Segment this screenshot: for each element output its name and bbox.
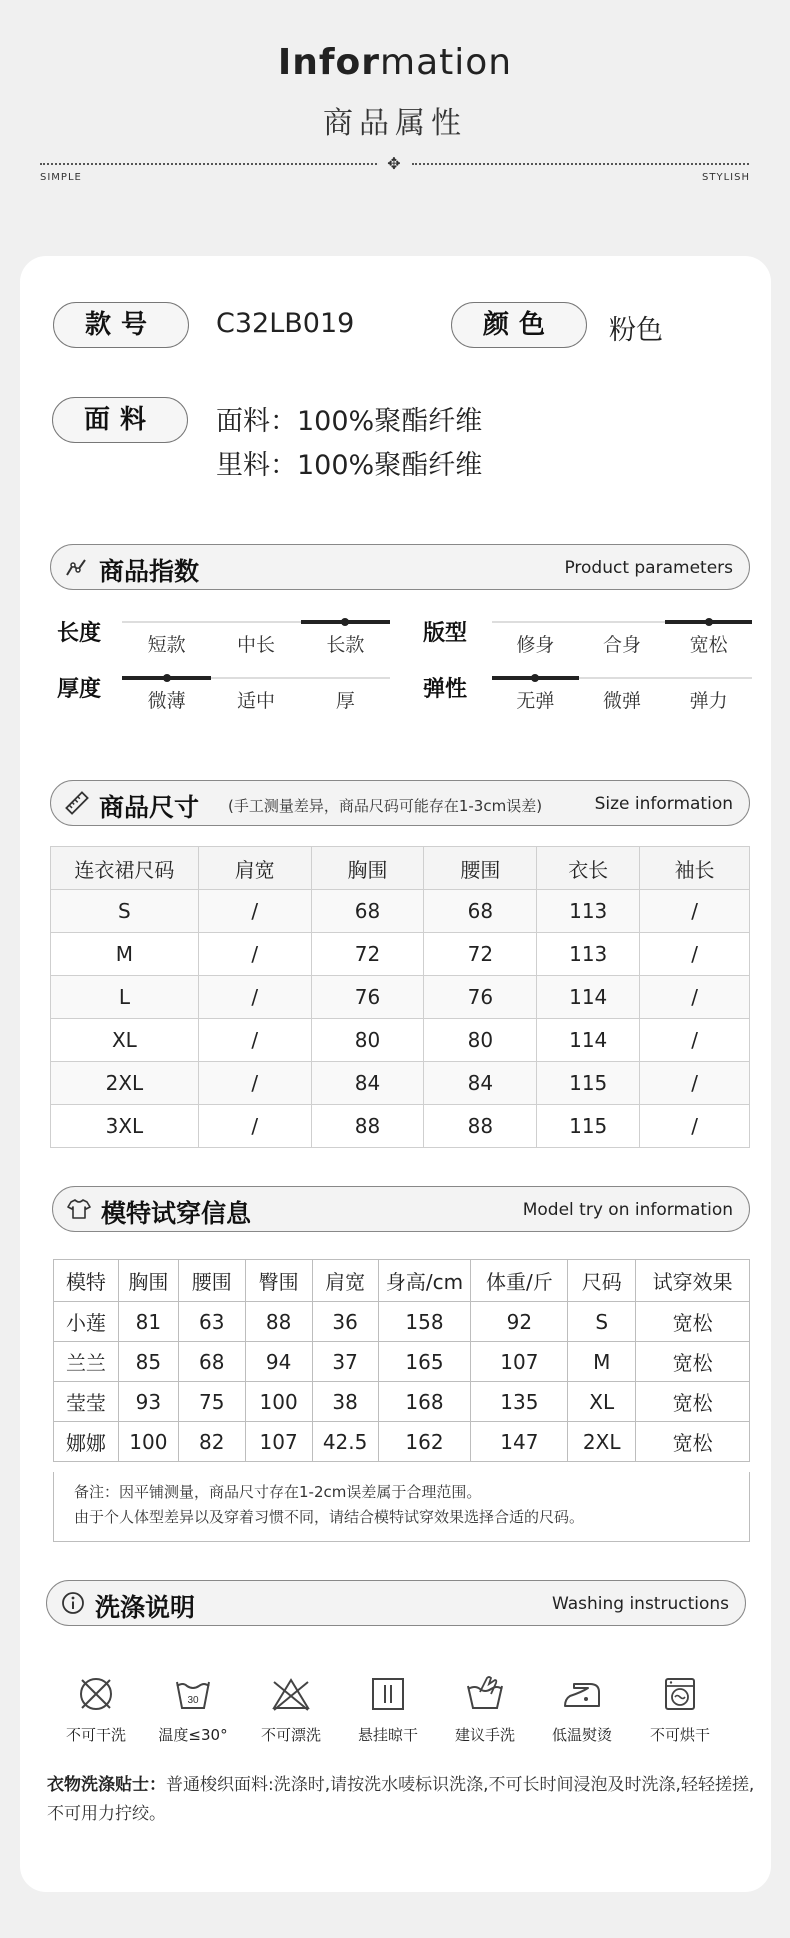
model-cell: 兰兰 [54,1342,119,1382]
wash-item-no-dry-clean [51,1674,141,1745]
model-note-line-1: 备注：因平铺测量，商品尺寸存在1-2cm误差属于合理范围。 [74,1483,482,1501]
param-option: 宽松 [689,634,728,656]
no-bleach-icon [271,1674,311,1714]
model-table [53,1259,750,1462]
param-label: 长度 [57,621,102,646]
model-header-cell: 臀围 [245,1260,312,1302]
header-divider-right [412,163,749,165]
size-cell: 72 [424,933,537,976]
model-cell: 107 [471,1342,568,1382]
model-cell: XL [568,1382,636,1422]
wash-30-icon [173,1674,213,1714]
info-card [20,256,771,1892]
wash-item-low-iron [537,1674,627,1745]
model-cell: 81 [118,1302,178,1342]
param-selected-dot [341,618,349,626]
size-cell: 3XL [51,1105,199,1148]
model-table-header-row [54,1260,750,1302]
fabric-label: 面料 [52,397,188,443]
size-cell: 72 [311,933,424,976]
param-option: 无弹 [516,690,555,712]
model-cell: 莹莹 [54,1382,119,1422]
size-cell: / [198,933,311,976]
wash-temperature-text: 30 [187,1695,199,1706]
size-cell: / [198,976,311,1019]
model-cell: M [568,1342,636,1382]
size-cell: L [51,976,199,1019]
model-header-cell: 尺码 [568,1260,636,1302]
param-label: 弹性 [423,677,468,702]
wash-item-hang-dry [343,1674,433,1745]
table-row [54,1302,750,1342]
size-cell: / [198,1019,311,1062]
param-label: 版型 [423,621,468,646]
header-divider-left [40,163,377,165]
size-cell: / [640,1019,750,1062]
model-cell: 38 [312,1382,378,1422]
size-cell: 114 [537,976,640,1019]
table-row [54,1422,750,1462]
model-cell: 小莲 [54,1302,119,1342]
wash-label: 悬挂晾干 [357,1726,418,1744]
wash-label: 不可干洗 [65,1726,126,1744]
size-cell: 76 [424,976,537,1019]
model-cell: 162 [378,1422,471,1462]
table-row [54,1342,750,1382]
param-option: 短款 [147,634,186,656]
table-row [51,976,750,1019]
size-cell: 115 [537,1105,640,1148]
model-cell: 82 [178,1422,245,1462]
param-option: 修身 [516,634,555,656]
size-cell: 76 [311,976,424,1019]
trend-line-icon [65,555,89,579]
size-note: (手工测量差异，商品尺码可能存在1-3cm误差) [228,797,543,815]
wash-title: 洗涤说明 [95,1593,196,1622]
header-subtitle: 商品属性 [323,106,467,141]
model-cell: 94 [245,1342,312,1382]
param-label: 厚度 [57,677,102,702]
info-circle-icon [61,1591,85,1615]
size-cell: XL [51,1019,199,1062]
wash-label: 低温熨烫 [551,1726,612,1744]
size-header-cell: 连衣裙尺码 [51,847,199,890]
model-header-cell: 体重/斤 [471,1260,568,1302]
size-cell: M [51,933,199,976]
model-cell: 75 [178,1382,245,1422]
model-header-cell: 肩宽 [312,1260,378,1302]
table-row [51,1062,750,1105]
wash-item-hand-wash [440,1674,530,1745]
model-cell: 2XL [568,1422,636,1462]
model-cell: 147 [471,1422,568,1462]
wash-tips [47,1771,757,1829]
size-header-cell: 肩宽 [198,847,311,890]
size-cell: 68 [311,890,424,933]
size-cell: / [640,933,750,976]
wash-label: 不可漂洗 [260,1726,321,1744]
size-cell: / [640,1062,750,1105]
size-table [50,846,750,1148]
model-header-cell: 模特 [54,1260,119,1302]
color-value: 粉色 [609,315,663,346]
style-number-value: C32LB019 [216,308,355,339]
wash-title-en: Washing instructions [551,1594,729,1614]
no-dry-clean-icon [76,1674,116,1714]
size-table-header-row [51,847,750,890]
size-title: 商品尺寸 [99,793,200,822]
model-cell: 宽松 [636,1342,750,1382]
model-cell: 93 [118,1382,178,1422]
size-cell: 113 [537,933,640,976]
param-option: 长款 [326,634,365,656]
wash-tips-text: 普通梭织面料:洗涤时,请按洗水唛标识洗涤,不可长时间浸泡及时洗涤,轻轻搓搓,不可用力拧绞。 [47,1775,755,1824]
params-section-header [50,544,750,590]
param-selected-dot [705,618,713,626]
fabric-lining-value: 里料：100%聚酯纤维 [216,450,483,481]
wash-tips-label: 衣物洗涤贴士： [47,1775,166,1795]
header-title-light: mation [380,42,513,83]
params-title-en: Product parameters [564,558,733,578]
size-cell: / [198,890,311,933]
table-row [54,1382,750,1422]
size-cell: 88 [311,1105,424,1148]
size-cell: 113 [537,890,640,933]
header-right-tag: STYLISH [702,172,750,183]
size-header-cell: 衣长 [537,847,640,890]
wash-label: 温度≤30° [158,1726,228,1744]
wash-item-no-tumble-dry [635,1674,725,1745]
size-section-header [50,780,750,826]
model-cell: 63 [178,1302,245,1342]
color-label: 颜色 [451,302,587,348]
param-option: 合身 [602,634,641,656]
wash-label: 不可烘干 [649,1726,710,1744]
size-cell: 80 [311,1019,424,1062]
model-cell: 85 [118,1342,178,1382]
model-cell: 165 [378,1342,471,1382]
model-cell: 宽松 [636,1422,750,1462]
header-title-bold: Infor [277,42,381,83]
param-option: 弹力 [689,690,728,712]
size-title-en: Size information [594,794,733,814]
model-header-cell: 试穿效果 [636,1260,750,1302]
wash-label: 建议手洗 [454,1726,515,1744]
model-header-cell: 身高/cm [378,1260,471,1302]
size-cell: / [640,1105,750,1148]
wash-section-header [46,1580,746,1626]
model-section-header [52,1186,750,1232]
model-header-cell: 腰围 [178,1260,245,1302]
size-cell: 2XL [51,1062,199,1105]
param-option: 微薄 [147,690,186,712]
model-cell: 68 [178,1342,245,1382]
model-cell: 宽松 [636,1302,750,1342]
hand-wash-icon [465,1674,505,1714]
model-cell: 娜娜 [54,1422,119,1462]
model-cell: 42.5 [312,1422,378,1462]
model-cell: 100 [245,1382,312,1422]
size-cell: 84 [424,1062,537,1105]
low-iron-icon [562,1674,602,1714]
wash-item-temperature [148,1674,238,1745]
model-header-cell: 胸围 [118,1260,178,1302]
model-cell: 135 [471,1382,568,1422]
fabric-outer-value: 面料：100%聚酯纤维 [216,406,483,437]
model-cell: 宽松 [636,1382,750,1422]
param-option: 微弹 [602,690,641,712]
size-cell: / [198,1105,311,1148]
param-selected-dot [163,674,171,682]
ruler-icon [65,791,89,815]
model-cell: 37 [312,1342,378,1382]
model-note-line-2: 由于个人体型差异以及穿着习惯不同，请结合模特试穿效果选择合适的尺码。 [74,1508,585,1526]
param-selected-dot [531,674,539,682]
size-cell: 68 [424,890,537,933]
size-cell: 115 [537,1062,640,1105]
hang-dry-icon [368,1674,408,1714]
style-number-label: 款号 [53,302,189,348]
model-cell: 92 [471,1302,568,1342]
header-title [0,42,790,83]
param-option: 中长 [236,634,275,656]
model-cell: 88 [245,1302,312,1342]
size-cell: / [640,890,750,933]
model-note-box [53,1472,750,1542]
table-row [51,890,750,933]
model-cell: 168 [378,1382,471,1422]
size-header-cell: 胸围 [311,847,424,890]
cross-ornament-icon: ✥ [387,154,401,173]
model-cell: 107 [245,1422,312,1462]
size-cell: S [51,890,199,933]
size-cell: 84 [311,1062,424,1105]
param-option: 厚 [335,690,355,712]
size-cell: / [198,1062,311,1105]
model-title-en: Model try on information [522,1200,733,1220]
size-cell: 80 [424,1019,537,1062]
size-cell: 88 [424,1105,537,1148]
table-row [51,1019,750,1062]
table-row [51,933,750,976]
size-header-cell: 腰围 [424,847,537,890]
params-title: 商品指数 [99,557,200,586]
size-cell: 114 [537,1019,640,1062]
table-row [51,1105,750,1148]
header-left-tag: SIMPLE [40,172,82,183]
wash-item-no-bleach [246,1674,336,1745]
model-cell: 36 [312,1302,378,1342]
size-header-cell: 袖长 [640,847,750,890]
model-cell: 158 [378,1302,471,1342]
model-cell: S [568,1302,636,1342]
param-option: 适中 [236,690,275,712]
model-title: 模特试穿信息 [101,1199,252,1228]
size-cell: / [640,976,750,1019]
model-cell: 100 [118,1422,178,1462]
no-tumble-dry-icon [660,1674,700,1714]
tshirt-icon [67,1197,91,1221]
